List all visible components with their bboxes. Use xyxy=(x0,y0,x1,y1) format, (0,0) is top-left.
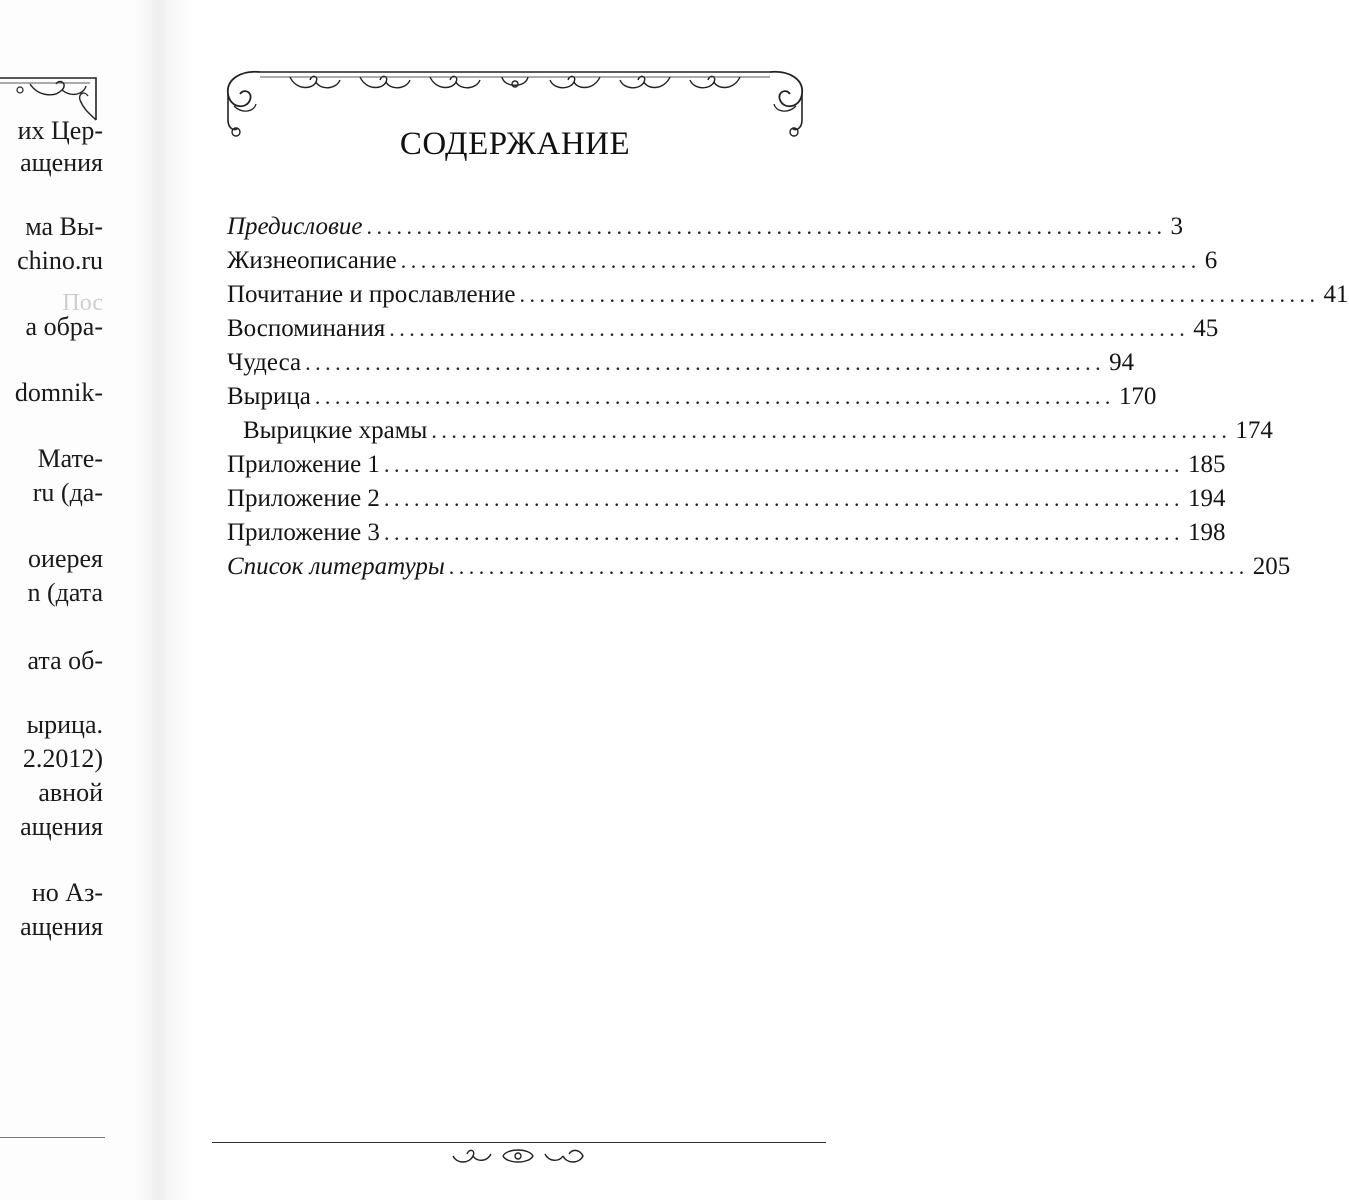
left-page-line: ащения xyxy=(20,912,103,941)
left-page-line: но Аз- xyxy=(31,878,103,907)
toc-dot-leader: ................................................................................ xyxy=(383,486,1184,511)
toc-entry[interactable] xyxy=(227,244,1218,278)
toc-entry[interactable] xyxy=(227,516,1226,550)
left-page-line: ащения xyxy=(20,148,103,177)
toc-dot-leader: ................................................................................ xyxy=(383,520,1184,545)
toc-page-number: 198 xyxy=(1187,519,1226,546)
toc-dot-leader: ................................................................................ xyxy=(366,214,1167,239)
toc-page-number: 194 xyxy=(1187,485,1226,512)
table-of-contents xyxy=(227,210,1349,584)
footer-rule xyxy=(212,1142,826,1143)
toc-page-number: 170 xyxy=(1118,383,1157,410)
toc-dot-leader: ................................................................................ xyxy=(448,554,1249,579)
left-page-line: ru (да- xyxy=(32,478,103,507)
left-page-line: n (дата xyxy=(27,578,103,607)
bleed-through-text: Пос xyxy=(62,290,103,316)
left-page-line: оиерея xyxy=(28,544,103,573)
toc-entry[interactable] xyxy=(227,210,1183,244)
toc-entry[interactable] xyxy=(227,278,1349,312)
toc-entry-title: Предисловие xyxy=(227,213,363,240)
toc-dot-leader: ................................................................................ xyxy=(400,248,1201,273)
toc-dot-leader: ................................................................................ xyxy=(305,350,1106,375)
toc-page-number: 185 xyxy=(1187,451,1226,478)
left-page-line: ащения xyxy=(20,812,103,841)
toc-entry[interactable] xyxy=(227,346,1135,380)
page-title: СОДЕРЖАНИЕ xyxy=(399,126,631,162)
left-page-line: domnik- xyxy=(14,378,103,407)
toc-entry-title: Вырица xyxy=(227,383,311,410)
toc-page-number: 94 xyxy=(1109,349,1135,376)
toc-page-number: 174 xyxy=(1235,417,1273,444)
toc-page-number: 3 xyxy=(1170,213,1183,240)
left-page-line: ма Вы- xyxy=(25,212,103,241)
left-page-line: ата об- xyxy=(27,646,103,675)
left-page-line: а обра- xyxy=(25,312,103,341)
toc-entry-title: Почитание и прославление xyxy=(227,281,516,308)
toc-entry[interactable] xyxy=(227,380,1157,414)
toc-entry[interactable] xyxy=(227,312,1219,346)
toc-entry[interactable] xyxy=(227,414,1273,448)
toc-entry[interactable] xyxy=(227,482,1226,516)
toc-dot-leader: ................................................................................ xyxy=(314,384,1115,409)
toc-page-number: 45 xyxy=(1193,315,1219,342)
left-page-line: ырица. xyxy=(26,710,103,739)
left-footer-rule xyxy=(0,1137,105,1138)
toc-page-number: 6 xyxy=(1204,247,1218,274)
toc-dot-leader: ................................................................................ xyxy=(389,316,1190,341)
toc-dot-leader: ................................................................................ xyxy=(431,418,1232,443)
toc-entry-title: Вырицкие храмы xyxy=(243,417,428,444)
left-page-line: chino.ru xyxy=(17,246,103,275)
toc-entry[interactable] xyxy=(227,550,1291,584)
toc-dot-leader: ................................................................................ xyxy=(519,282,1320,307)
toc-entry-title: Жизнеописание xyxy=(227,247,397,274)
toc-entry[interactable] xyxy=(227,448,1226,482)
toc-entry-title: Воспоминания xyxy=(227,315,386,342)
toc-dot-leader: ................................................................................ xyxy=(383,452,1184,477)
left-page-line: авной xyxy=(38,778,103,807)
toc-entry-title: Приложение 3 xyxy=(227,519,380,546)
left-page-line: их Цер- xyxy=(17,116,103,145)
toc-page-number: 41 xyxy=(1323,281,1349,308)
toc-entry-title: Список литературы xyxy=(227,553,445,580)
toc-entry-title: Чудеса xyxy=(227,349,302,376)
footer-ornament xyxy=(443,1146,593,1168)
left-page-line: Мате- xyxy=(37,444,103,473)
toc-page-number: 205 xyxy=(1252,553,1291,580)
left-page-line: 2.2012) xyxy=(22,744,103,773)
toc-entry-title: Приложение 1 xyxy=(227,451,380,478)
right-page xyxy=(165,0,1349,1200)
toc-entry-title: Приложение 2 xyxy=(227,485,380,512)
